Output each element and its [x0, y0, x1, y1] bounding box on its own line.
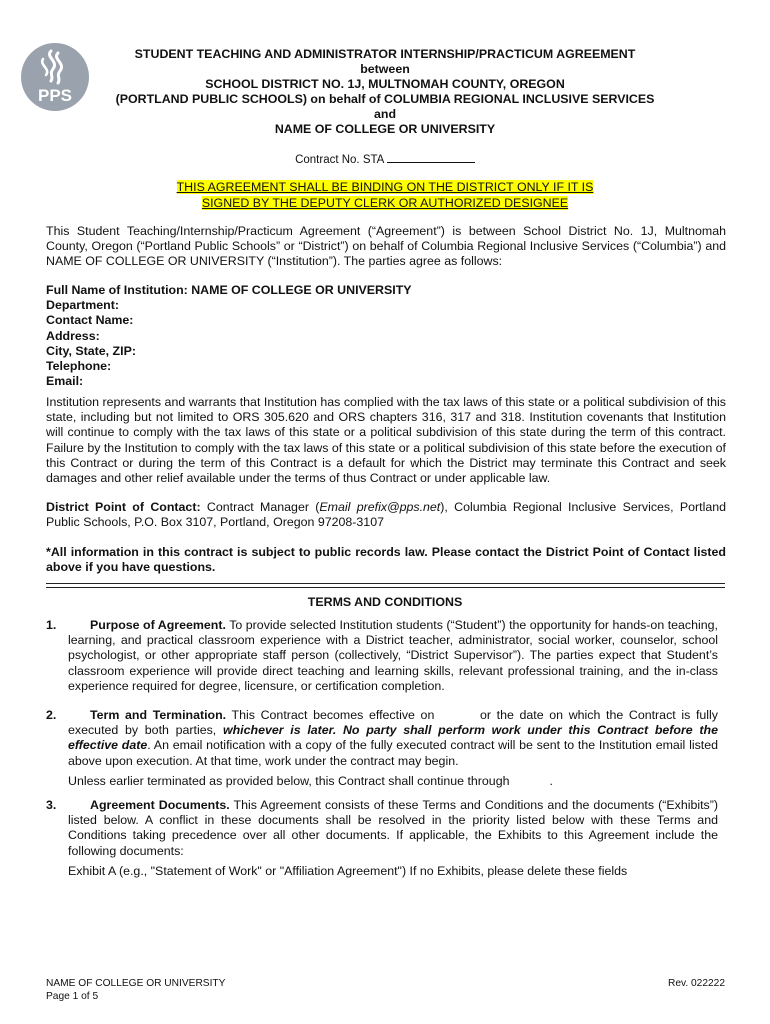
- section-2-text-c: . An email notification with a copy of the fully executed contract will be sent to the Institution email listed above upon execution. At that time, work under the contract may begin.: [68, 738, 718, 768]
- institution-department: Department:: [46, 298, 119, 313]
- binding-line-1: THIS AGREEMENT SHALL BE BINDING ON THE DISTRICT ONLY IF IT IS: [176, 180, 594, 194]
- poc-text-1: Contract Manager (: [200, 500, 320, 514]
- section-2-emphasis: whichever is later. No party shall perform work under this Contract before the effective date: [68, 723, 718, 753]
- header-line-5: and: [373, 107, 397, 121]
- institution-contact: Contact Name:: [46, 313, 134, 328]
- institution-city: City, State, ZIP:: [46, 343, 136, 358]
- section-3-number: 3.: [46, 798, 57, 812]
- section-3-title: Agreement Documents.: [90, 798, 230, 812]
- institution-telephone: Telephone:: [46, 359, 112, 374]
- institution-name: Full Name of Institution: NAME OF COLLEGE OR UNIVERSITY: [46, 283, 412, 297]
- footer-left: [46, 978, 225, 1003]
- binding-line-2: SIGNED BY THE DEPUTY CLERK OR AUTHORIZED DESIGNEE: [201, 196, 569, 210]
- public-records-notice: *All information in this contract is subject to public records law. Please contact the District Point of Contact listed above if you have questions.: [46, 545, 726, 575]
- poc-email[interactable]: Email prefix@pps.net: [319, 500, 441, 514]
- section-2-text-a: This Contract becomes effective on: [226, 708, 435, 722]
- institution-email: Email:: [46, 374, 84, 389]
- contract-number-field[interactable]: [387, 151, 475, 163]
- institution-address: Address:: [46, 328, 100, 343]
- divider-line: [46, 587, 725, 588]
- footer-page-number: Page 1 of 5: [46, 990, 99, 1002]
- poc-label: District Point of Contact:: [46, 500, 201, 514]
- intro-paragraph: This Student Teaching/Internship/Practicum Agreement (“Agreement”) is between School District No. 1J, Multnomah County, Oregon (“Portland Public Schools” or “District”) on behalf of Columbia Regional Inclusive Services (“Columbia”) and NAME OF COLLEGE OR UNIVERSITY (“Institution”). The parties agree as follows:: [46, 224, 726, 269]
- exhibit-a: Exhibit A (e.g., "Statement of Work" or "Affiliation Agreement") If no Exhibits, please delete these fields: [68, 864, 628, 878]
- section-3-text: This Agreement consists of these Terms and Conditions and the documents (“Exhibits”) listed below. A conflict in these documents shall be resolved in the priority listed below with these Terms and Conditions taking precedence over all other documents. If applicable, the Exhibits to this Agreement include the following documents:: [68, 798, 718, 858]
- header-line-2: between: [360, 62, 410, 76]
- tax-paragraph: Institution represents and warrants that Institution has complied with the tax laws of this state or a political subdivision of this state, including but not limited to ORS 305.620 and ORS chapters 316, 317 and 318. Institution covenants that Institution will continue to comply with the tax laws of this state or a political subdivision of this state during the term of this contract. Failure by the Institution to comply with the tax laws of this state or a political subdivision of this state before the execution of this Contract or during the term of this Contract is a default for which the District may terminate this Contract and seek damages and other relief available under the terms of thus Contract or under applicable law.: [46, 395, 726, 486]
- section-2-title: Term and Termination.: [90, 708, 227, 722]
- poc-text-2: ), Columbia Regional Inclusive Services, Portland Public Schools, P.O. Box 3107, Portland, Oregon 97208-3107: [46, 500, 727, 530]
- section-3: [68, 798, 718, 859]
- through-end: .: [549, 774, 553, 788]
- terms-title: TERMS AND CONDITIONS: [307, 595, 463, 609]
- section-2-number: 2.: [46, 708, 57, 722]
- section-1-text: To provide selected Institution students (“Student”) the opportunity for hands-on teaching, learning, and practical classroom experience with a District teacher, administrator, social worker, counselor, school psychologist, or other appropriate staff person (collectively, “District Supervisor”). The parties expect that Student’s classroom experience will provide direct teaching and learning skills, relevant professional training, and the in-class experience required for degree, licensure, or certification completion.: [68, 618, 718, 693]
- binding-notice: [0, 179, 770, 211]
- header-line-4: (PORTLAND PUBLIC SCHOOLS) on behalf of COLUMBIA REGIONAL INCLUSIVE SERVICES: [115, 92, 655, 106]
- divider-line: [46, 583, 725, 584]
- institution-info: [46, 283, 412, 389]
- section-1: [68, 618, 718, 694]
- header-line-1: STUDENT TEACHING AND ADMINISTRATOR INTERNSHIP/PRACTICUM AGREEMENT: [134, 47, 636, 61]
- point-of-contact: [46, 500, 726, 530]
- footer-institution-name: NAME OF COLLEGE OR UNIVERSITY: [46, 978, 226, 989]
- agreement-header: [100, 47, 670, 137]
- header-line-3: SCHOOL DISTRICT NO. 1J, MULTNOMAH COUNTY, OREGON: [205, 77, 565, 91]
- through-text: Unless earlier terminated as provided below, this Contract shall continue through: [68, 774, 510, 788]
- footer-revision: Rev. 022222: [667, 978, 725, 989]
- header-line-6: NAME OF COLLEGE OR UNIVERSITY: [274, 122, 496, 136]
- section-1-number: 1.: [46, 618, 57, 632]
- section-2: [68, 708, 718, 769]
- contract-number: [0, 151, 770, 166]
- svg-text:PPS: PPS: [37, 86, 73, 105]
- section-2-text-b: or the date on which the Contract is fully executed by both parties,: [68, 708, 718, 738]
- contract-number-label: Contract No. STA: [295, 154, 384, 166]
- pps-logo: [21, 43, 89, 111]
- section-2-through: [68, 774, 718, 789]
- section-1-title: Purpose of Agreement.: [90, 618, 226, 632]
